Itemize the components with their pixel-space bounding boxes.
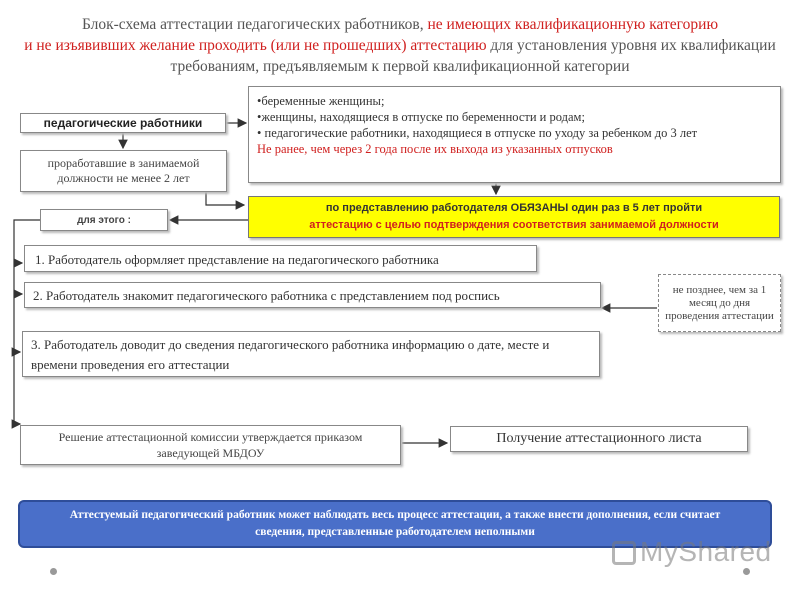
for-this-box [40,209,168,231]
watermark-text: MyShared [640,536,772,567]
title-part-3: и [24,37,37,54]
exception-item: •беременные женщины; [257,94,385,108]
slide-dot-left [50,568,57,575]
result-label: Получение аттестационного листа [496,431,702,446]
decision-label: Решение аттестационной комиссии утверждается приказом заведующей МБДОУ [58,430,363,460]
decision-box [20,425,401,465]
step-1-label: 1. Работодатель оформляет представление на педагогического работника [35,252,439,267]
ped-workers-label: педагогические работники [43,116,203,130]
title-part-4: не изъявивших желание проходить (или не прошедших) аттестацию [36,37,487,54]
title-part-5: для установления уровня их квалификации требованиям, предъявляемым к первой квалификационной категории [170,37,776,75]
step-3-label: 3. Работодатель доводит до сведения педагогического работника информацию о дате, месте и времени проведения его аттестации [31,337,550,372]
deadline-note-box [658,274,781,332]
result-box [450,426,748,452]
arrow-worked-to-obligation [206,192,244,205]
exceptions-note: Не ранее, чем через 2 года после их выхода из указанных отпусков [257,142,613,156]
step-2-box [24,282,601,308]
step-3-box [22,331,600,377]
exceptions-box [248,86,781,183]
step-1-box [24,245,537,272]
step-2-label: 2. Работодатель знакомит педагогического работника с представлением под роспись [33,288,500,303]
footer-note-text: Аттестуемый педагогический работник может наблюдать весь процесс аттестации, а также внести дополнения, если считает сведения, представленные работодателем неполными [69,509,721,538]
watermark [612,536,772,568]
ped-workers-box [20,113,226,133]
exception-item: • педагогические работники, находящиеся в отпуске по уходу за ребенком до 3 лет [257,126,698,140]
obligation-line-2: аттестацию с целью подтверждения соответствия занимаемой должности [309,219,719,231]
title-part-1: Блок-схема аттестации педагогических работников, [81,16,428,33]
obligation-line-1: по представлению работодателя ОБЯЗАНЫ один раз в 5 лет пройти [325,202,703,214]
worked-two-years-label: проработавшие в занимаемой должности не менее 2 лет [47,156,200,185]
worked-two-years-box [20,150,227,192]
watermark-logo-icon [612,541,636,565]
for-this-label: для этого : [77,214,131,226]
obligation-box [248,196,780,238]
slide-dot-right [743,568,750,575]
deadline-note-label: не позднее, чем за 1 месяц до дня проведения аттестации [665,283,774,322]
exception-item: •женщины, находящиеся в отпуске по беременности и родам; [257,110,585,124]
title-part-2: не имеющих квалификационную категорию [427,16,719,33]
